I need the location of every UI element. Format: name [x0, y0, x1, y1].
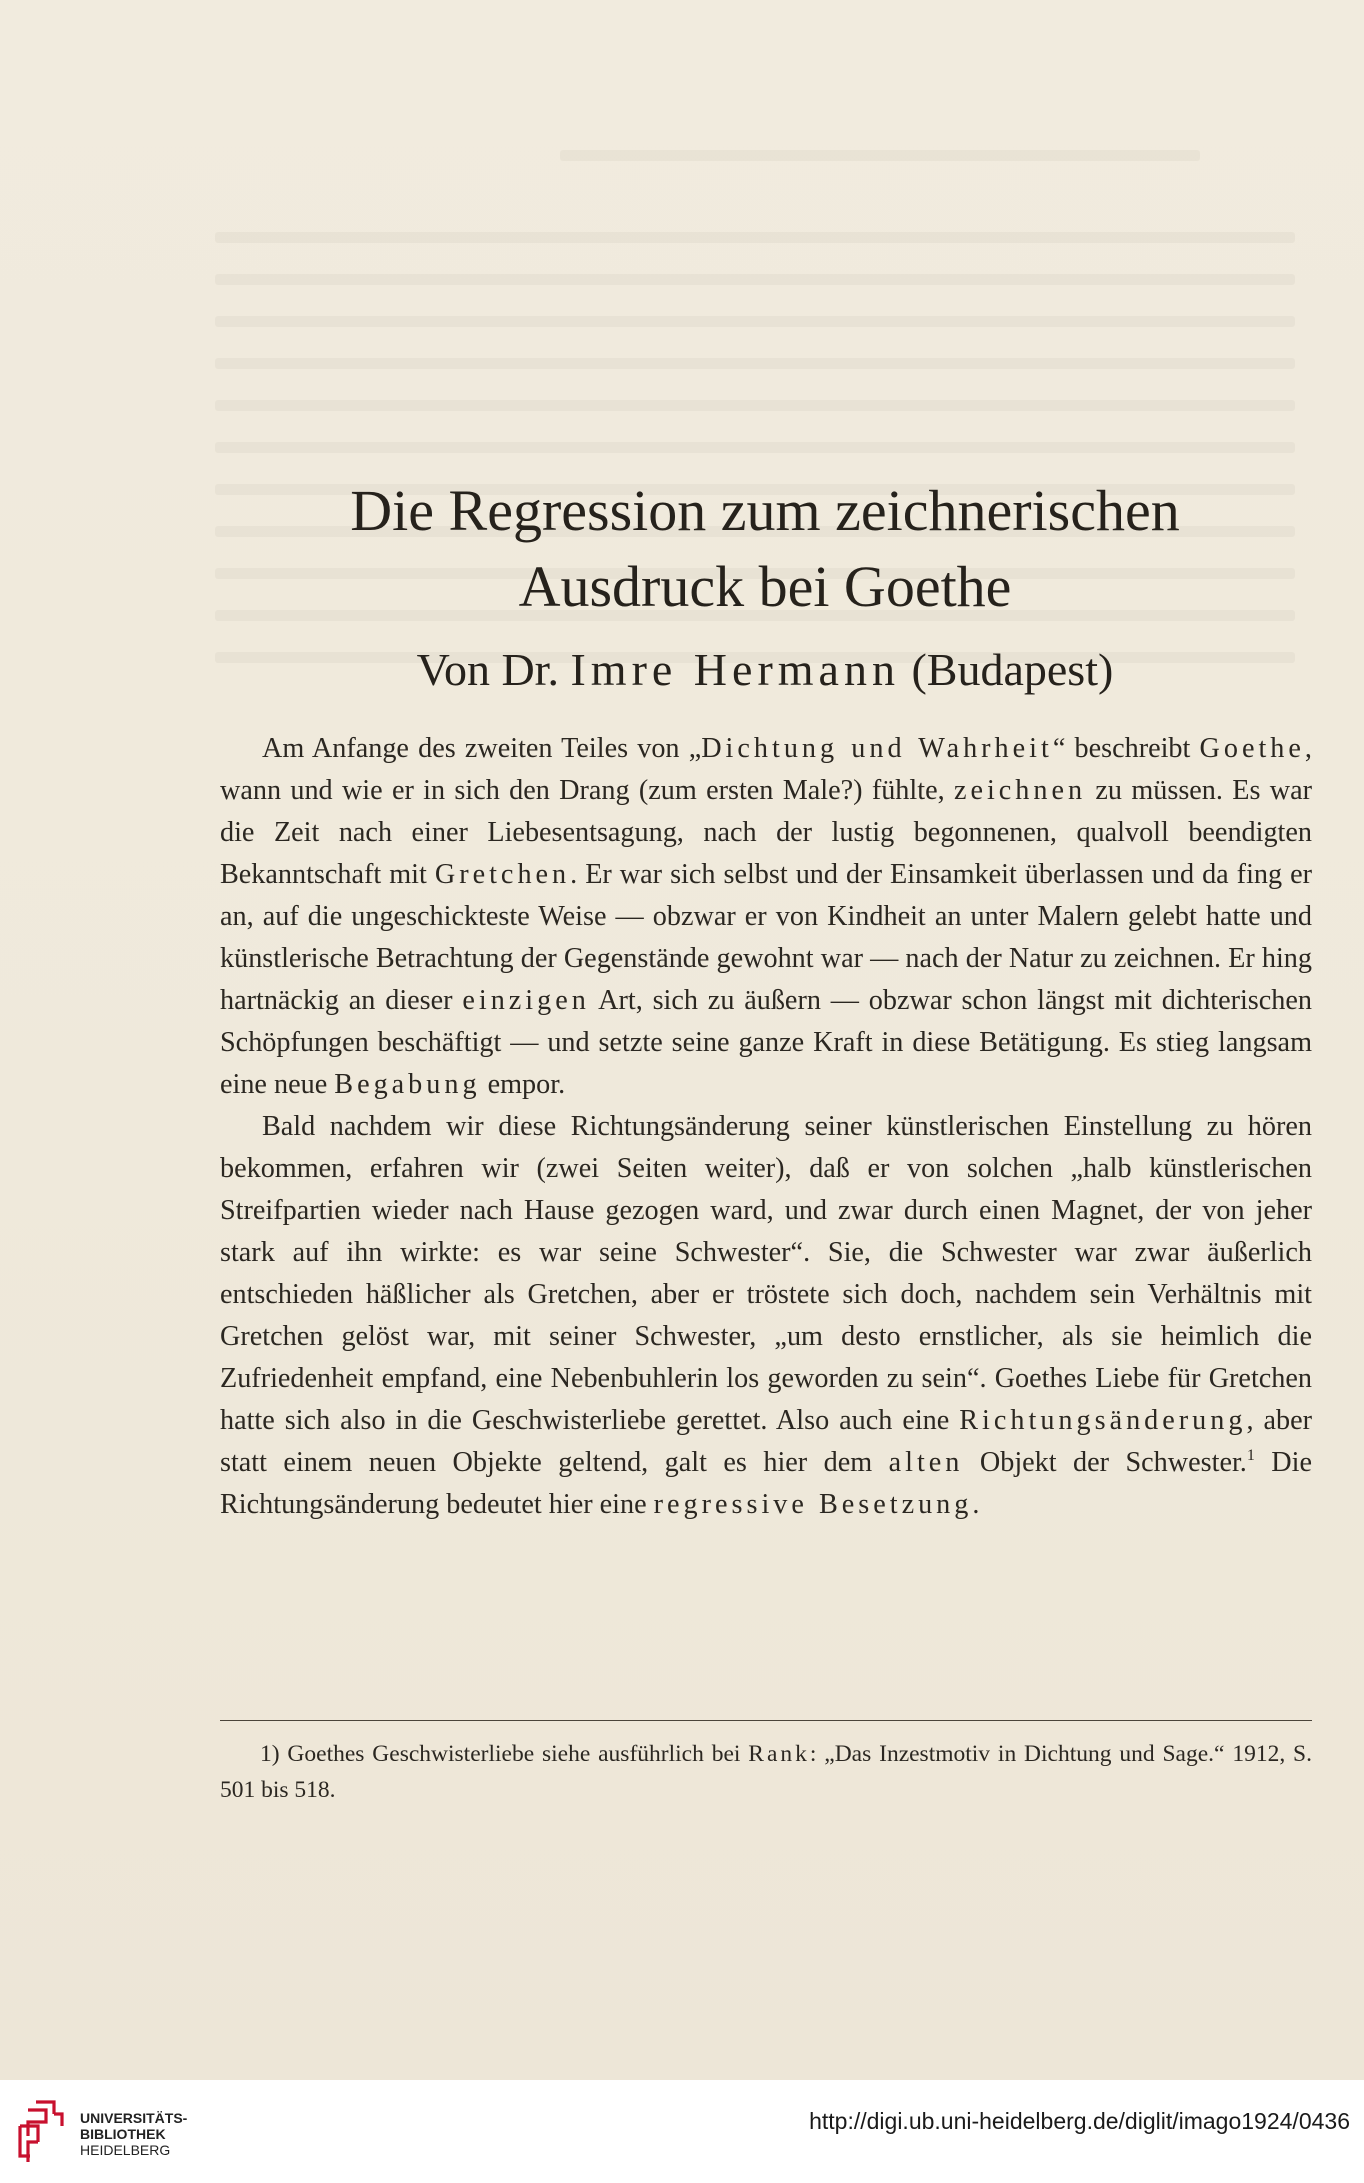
- footnote-1: [220, 1736, 1312, 1808]
- emphasis-begabung: Begabung: [334, 1069, 481, 1100]
- emphasis-einzigen: einzigen: [462, 985, 590, 1016]
- emphasis-zeichnen: zeichnen: [953, 775, 1087, 806]
- bleed-through-line: [215, 316, 1295, 327]
- bleed-through-line: [215, 232, 1295, 243]
- footnote-reference: 1: [1246, 1447, 1255, 1464]
- emphasis-dichtung-und-wahrheit: Dichtung und Wahrheit: [701, 733, 1053, 764]
- text-run: Objekt der Schwester.: [963, 1447, 1247, 1478]
- bleed-through-line: [560, 150, 1200, 161]
- text-run: : „Das Inzestmotiv in Dichtung und Sage.“ 1912, S. 501 bis 518.: [220, 1741, 1313, 1803]
- bleed-through-line: [215, 442, 1295, 453]
- text-run: 1) Goethes Geschwisterliebe siehe ausführlich bei: [260, 1741, 749, 1767]
- text-run: Art, sich zu äußern — obzwar schon längst mit dichterischen Schöpfungen beschäftigt — und setzte seine ganze Kraft in diese Betätigung. Es stieg langsam eine neue: [220, 985, 1312, 1100]
- text-run: Bald nachdem wir diese Richtungsänderung seiner künstlerischen Einstellung zu hören bekommen, erfahren wir (zwei Seiten weiter), daß er von solchen „halb künstlerischen Streifpartien wieder nach Hause gezogen ward, und zwar durch einen Magnet, der von jeher stark auf ihn wirkte: es war seine Schwester“. Sie, die Schwester war zwar äußerlich entschieden häßlicher als Gretchen, aber er tröstete sich doch, nachdem sein Verhältnis mit Gretchen gelöst war, mit seiner Schwester, „um desto ernstlicher, als sie heimlich die Zufriedenheit empfand, eine Nebenbuhlerin los geworden zu sein“. Goethes Liebe für Gretchen hatte sich also in die Geschwisterliebe gerettet. Also auch eine: [220, 1111, 1312, 1436]
- emphasis-gretchen: Gretchen: [434, 859, 571, 890]
- emphasis-richtungsaenderung: Richtungsänderung: [959, 1405, 1247, 1436]
- text-run: .: [972, 1489, 980, 1520]
- emphasis-rank: Rank: [748, 1741, 810, 1767]
- text-run: empor.: [480, 1069, 566, 1100]
- library-name-line-1: UNIVERSITÄTS-: [80, 2110, 188, 2126]
- article-body: [220, 728, 1312, 1526]
- library-name: [80, 2110, 187, 2158]
- emphasis-goethe: Goethe: [1199, 733, 1305, 764]
- paragraph-1: [220, 728, 1312, 1106]
- footnote-divider: [220, 1720, 1312, 1721]
- article-title-line-1: Die Regression zum zeichnerischen: [350, 478, 1180, 543]
- digitization-footer: [0, 2080, 1364, 2183]
- article-title-line-2: Ausdruck bei Goethe: [518, 554, 1012, 619]
- author-place: (Budapest): [899, 644, 1114, 695]
- bleed-through-line: [215, 400, 1295, 411]
- text-run: Am Anfange des zweiten Teiles von „: [262, 733, 702, 764]
- library-name-line-2: BIBLIOTHEK: [80, 2126, 166, 2142]
- text-run: Die Richtungsänderung bedeutet hier eine: [220, 1447, 1313, 1520]
- text-run: , aber statt einem neuen Objekte geltend, galt es hier dem: [220, 1405, 1312, 1478]
- text-run: . Er war sich selbst und der Einsamkeit überlassen und da fing er an, auf die ungeschickteste Weise — obzwar er von Kindheit an unter Malern gelebt hatte und künstlerische Betrachtung der Gegenstände gewohnt war — nach der Natur zu zeichnen. Er hing hartnäckig an dieser: [220, 859, 1312, 1016]
- paragraph-2: [220, 1106, 1312, 1526]
- byline-prefix: Von Dr.: [416, 644, 571, 695]
- author-name: Imre Hermann: [570, 644, 900, 695]
- text-run: , wann und wie er in sich den Drang (zum ersten Male?) fühlte,: [220, 733, 1312, 806]
- bleed-through-line: [215, 358, 1295, 369]
- emphasis-alten: alten: [888, 1447, 964, 1478]
- bleed-through-line: [215, 274, 1295, 285]
- author-byline: [200, 642, 1330, 698]
- emphasis-regressive-besetzung: regressive Besetzung: [653, 1489, 973, 1520]
- library-name-line-3: HEIDELBERG: [80, 2142, 171, 2158]
- library-logo-icon: [14, 2096, 72, 2168]
- text-run: “ beschreibt: [1052, 733, 1200, 764]
- permalink-url[interactable]: http://digi.ub.uni-heidelberg.de/diglit/imago1924/0436: [809, 2108, 1350, 2134]
- text-run: zu müssen. Es war die Zeit nach einer Liebesentsagung, nach der lustig begonnenen, qualvoll beendigten Bekanntschaft mit: [220, 775, 1312, 890]
